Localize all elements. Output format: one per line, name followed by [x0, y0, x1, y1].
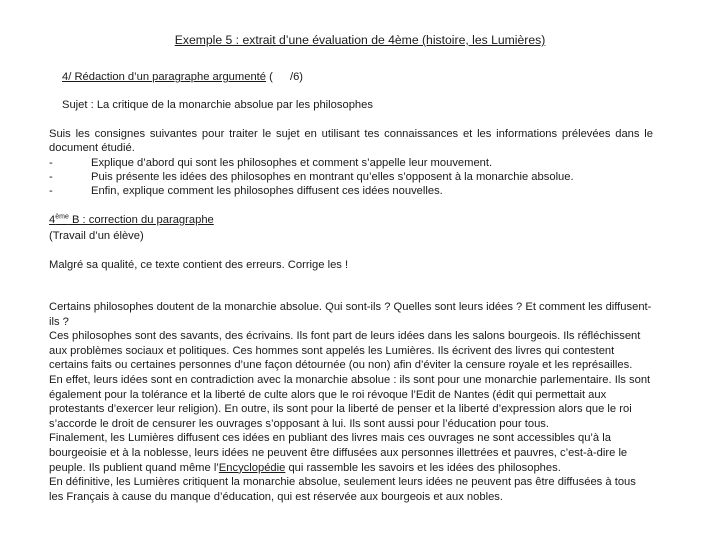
correction-prompt: Malgré sa qualité, ce texte contient des erreurs. Corrige les ! [49, 259, 349, 271]
student-paragraph: Certains philosophes doutent de la monarchie absolue. Qui sont-ils ? Quelles sont leurs idées ? Et comment les diffusent-ils ? [49, 301, 652, 328]
subject-line: Sujet : La critique de la monarchie absolue par les philosophes [62, 99, 373, 111]
question-paren: ( [269, 71, 273, 83]
question-heading [62, 70, 303, 84]
question-points: /6) [289, 71, 304, 83]
correction-subtitle: (Travail d’un élève) [49, 230, 144, 242]
class-suffix: ème [55, 213, 69, 221]
student-paragraph: Ces philosophes sont des savants, des écrivains. Ils font part de leurs idées dans les salons bourgeois. Ils réfléchissent aux problèmes sociaux et politiques. Ces hommes sont appelés les Lumières. Ils écrivent des livres qui contestent certains faits ou certaines personnes d’une façon détournée (ou non) afin d’éviter la censure royale et les représailles. [49, 330, 641, 372]
bullet-dash: - [49, 171, 53, 183]
bullet-dash: - [49, 185, 53, 197]
class-number: 4 [49, 214, 56, 226]
instruction-item: Puis présente les idées des philosophes en montrant qu’elles s’opposent à la monarchie absolue. [91, 171, 574, 183]
student-text [49, 300, 653, 504]
encyclopedie-link: Encyclopédie [218, 461, 286, 474]
bullet-dash: - [49, 157, 53, 169]
instruction-item: Enfin, explique comment les philosophes diffusent ces idées nouvelles. [91, 185, 443, 197]
student-paragraph: Finalement, les Lumières diffusent ces idées en publiant des livres mais ces ouvrages ne sont accessibles qu’à la bourgeoisie et à la noblesse, leurs idées ne peuvent être diffusées aux personnes illettrées et pauvres, c’est-à-dire le peuple. Ils publient quand même l’Encyclopédie qui rassemble les savoirs et les idées des philosophes. [49, 432, 628, 474]
instruction-item: Explique d’abord qui sont les philosophes et comment s’appelle leur mouvement. [91, 157, 493, 169]
instructions-intro: Suis les consignes suivantes pour traiter le sujet en utilisant tes connaissances et les informations prélevées dans le document étudié. [49, 128, 653, 154]
student-paragraph: En effet, leurs idées sont en contradiction avec la monarchie absolue : ils sont pour une monarchie parlementaire. Ils sont également pour la tolérance et la liberté de culte alors que le roi révoque l’Edit de Nantes (édit qui permettait aux protestants d’exercer leur religion). En outre, ils sont pour la liberté de penser et la liberté d’expression alors que le roi s’accorde le droit de censurer les ouvrages s’opposant à lui. Ils sont aussi pour l’éducation pour tous. [49, 373, 651, 430]
correction-heading [49, 213, 214, 227]
student-paragraph: En définitive, les Lumières critiquent la monarchie absolue, seulement leurs idées ne peuvent pas être diffusées à tous les Français à cause du manque d’éducation, qui est réservée aux bourgeois et aux nobles. [49, 476, 636, 503]
correction-heading-text: B : correction du paragraphe [68, 214, 214, 226]
question-label: 4/ Rédaction d’un paragraphe argumenté [62, 71, 267, 83]
page-title: Exemple 5 : extrait d’une évaluation de 4ème (histoire, les Lumières) [174, 33, 546, 47]
